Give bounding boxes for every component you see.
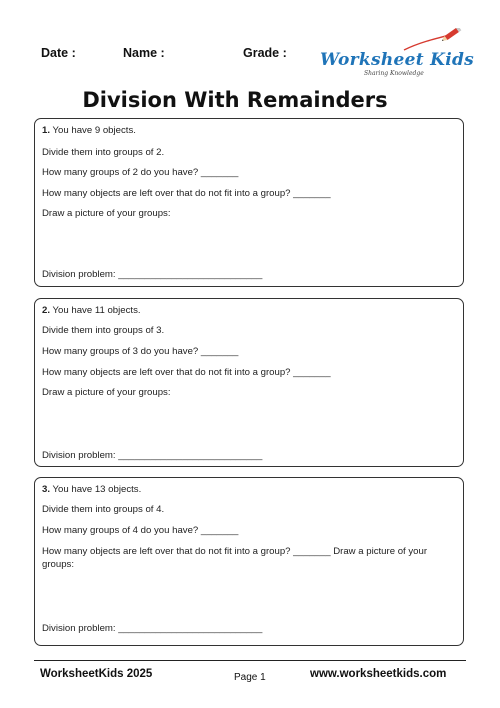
name-label: Name : xyxy=(123,46,165,60)
logo-text: Worksheet Kids xyxy=(320,50,475,70)
divide-instruction: Divide them into groups of 2. xyxy=(42,147,165,158)
footer-url: www.worksheetkids.com xyxy=(310,668,447,680)
divide-instruction: Divide them into groups of 4. xyxy=(42,504,165,515)
page-number: Page 1 xyxy=(234,672,266,683)
footer-divider xyxy=(34,660,466,661)
intro-text: You have 9 objects. xyxy=(52,125,136,136)
question-number: 1. xyxy=(42,125,51,136)
worksheet-title: Division With Remainders xyxy=(82,88,388,112)
footer-brand: WorksheetKids 2025 xyxy=(40,668,153,680)
logo-tagline: Sharing Knowledge xyxy=(364,70,424,77)
intro-text: You have 11 objects. xyxy=(52,305,141,316)
groups-question: How many groups of 3 do you have? _______ xyxy=(42,346,239,357)
leftover-question: How many objects are left over that do not fit into a group? _______ xyxy=(42,188,331,199)
page-header xyxy=(0,0,500,90)
question-box-2 xyxy=(34,298,464,467)
leftover-and-draw-instruction: How many objects are left over that do not fit into a group? _______ Draw a picture of your groups: xyxy=(42,546,428,570)
question-intro xyxy=(42,125,136,136)
intro-text: You have 13 objects. xyxy=(52,484,142,495)
question-number: 2. xyxy=(42,305,51,316)
question-intro xyxy=(42,305,141,316)
question-box-1 xyxy=(34,118,464,287)
question-intro xyxy=(42,484,141,495)
worksheet-kids-logo xyxy=(318,28,475,78)
date-label: Date : xyxy=(41,46,76,60)
groups-question: How many groups of 4 do you have? _______ xyxy=(42,525,239,536)
groups-question: How many groups of 2 do you have? _______ xyxy=(42,167,239,178)
draw-instruction: Draw a picture of your groups: xyxy=(42,387,171,398)
division-problem-line: Division problem: ___________________________ xyxy=(42,623,263,634)
draw-instruction: Draw a picture of your groups: xyxy=(42,208,171,219)
divide-instruction: Divide them into groups of 3. xyxy=(42,325,165,336)
question-box-3 xyxy=(34,477,464,646)
grade-label: Grade : xyxy=(243,46,287,60)
question-number: 3. xyxy=(42,484,51,495)
division-problem-line: Division problem: ___________________________ xyxy=(42,269,263,280)
division-problem-line: Division problem: ___________________________ xyxy=(42,450,263,461)
leftover-question: How many objects are left over that do not fit into a group? _______ xyxy=(42,367,331,378)
